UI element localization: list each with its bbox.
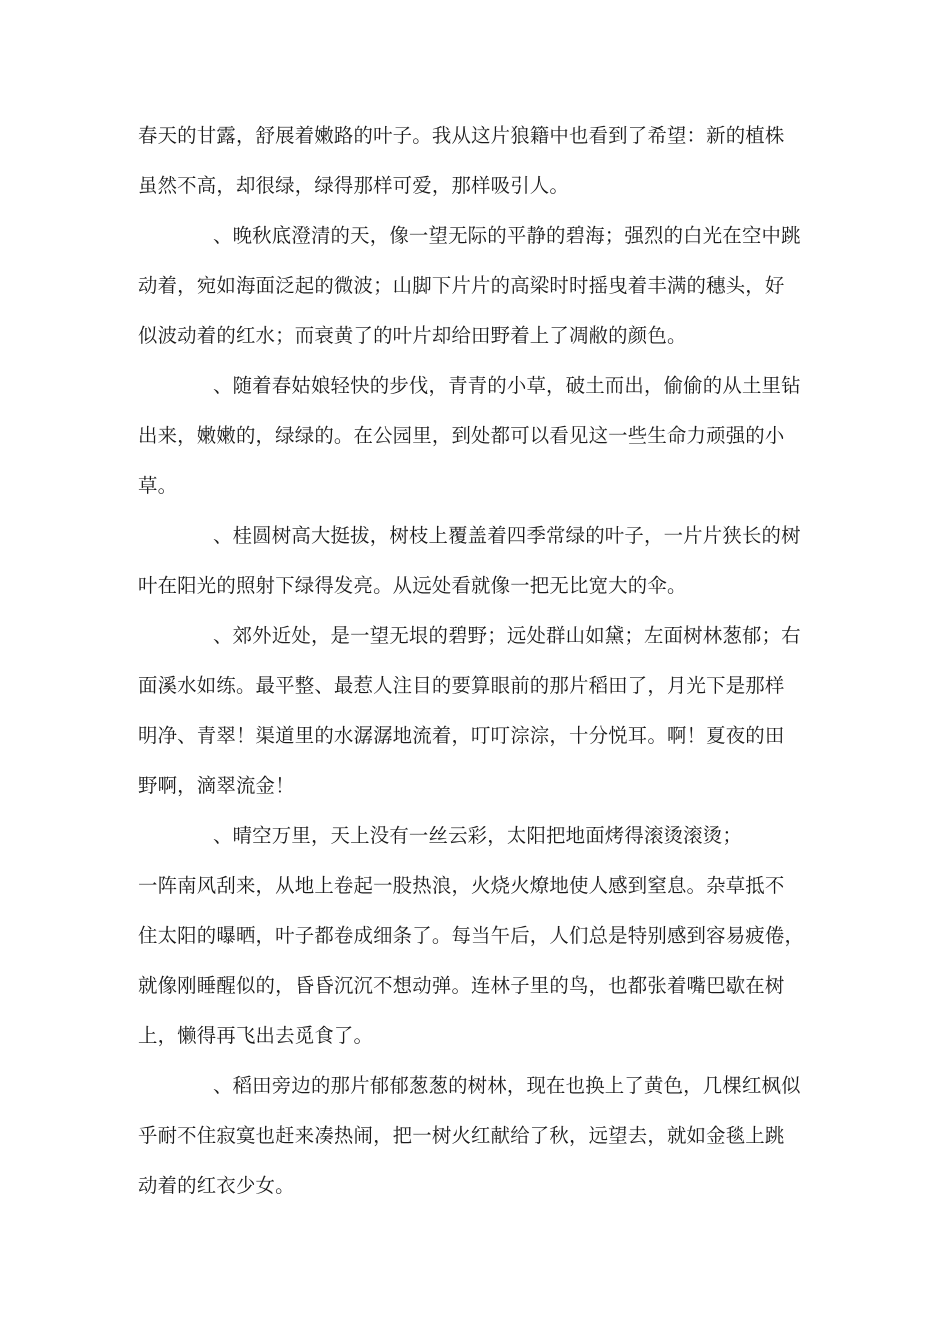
text-line: 上，懒得再飞出去觅食了。 (138, 1024, 374, 1047)
text-line: 面溪水如练。最平整、最惹人注目的要算眼前的那片稻田了，月光下是那样 (138, 674, 785, 697)
paragraph-first-line: 、随着春姑娘轻快的步伐，青青的小草，破土而出，偷偷的从土里钻 (213, 374, 801, 397)
text-line: 野啊，滴翠流金！ (138, 774, 295, 797)
text-line: 虽然不高，却很绿，绿得那样可爱，那样吸引人。 (138, 174, 569, 197)
text-line: 叶在阳光的照射下绿得发亮。从远处看就像一把无比宽大的伞。 (138, 574, 687, 597)
text-line: 草。 (138, 474, 178, 497)
text-line: 动着的红衣少女。 (138, 1174, 295, 1197)
text-line: 出来，嫩嫩的，绿绿的。在公园里，到处都可以看见这一些生命力顽强的小 (138, 424, 785, 447)
text-line: 明净、青翠！渠道里的水潺潺地流着，叮叮淙淙，十分悦耳。啊！夏夜的田 (138, 724, 785, 747)
paragraph-first-line: 、稻田旁边的那片郁郁葱葱的树林，现在也换上了黄色，几棵红枫似 (213, 1074, 801, 1097)
paragraph-first-line: 、晴空万里，天上没有一丝云彩，太阳把地面烤得滚烫滚烫； (213, 824, 742, 847)
text-line: 似波动着的红水；而衰黄了的叶片却给田野着上了凋敝的颜色。 (138, 324, 687, 347)
paragraph-first-line: 、桂圆树高大挺拔，树枝上覆盖着四季常绿的叶子，一片片狭长的树 (213, 524, 801, 547)
paragraph-first-line: 、晚秋底澄清的天，像一望无际的平静的碧海；强烈的白光在空中跳 (213, 224, 801, 247)
text-line: 乎耐不住寂寞也赶来凑热闹，把一树火红献给了秋，远望去，就如金毯上跳 (138, 1124, 785, 1147)
text-line: 春天的甘露，舒展着嫩路的叶子。我从这片狼籍中也看到了希望：新的植株 (138, 124, 785, 147)
paragraph-first-line: 、郊外近处，是一望无垠的碧野；远处群山如黛；左面树林葱郁；右 (213, 624, 801, 647)
text-line: 就像刚睡醒似的，昏昏沉沉不想动弹。连林子里的鸟，也都张着嘴巴歇在树 (138, 974, 785, 997)
text-line: 动着，宛如海面泛起的微波；山脚下片片的高梁时时摇曳着丰满的穗头，好 (138, 274, 785, 297)
text-line: 住太阳的曝晒，叶子都卷成细条了。每当午后，人们总是特别感到容易疲倦， (138, 924, 805, 947)
text-line: 一阵南风刮来，从地上卷起一股热浪，火烧火燎地使人感到窒息。杂草抵不 (138, 874, 785, 897)
